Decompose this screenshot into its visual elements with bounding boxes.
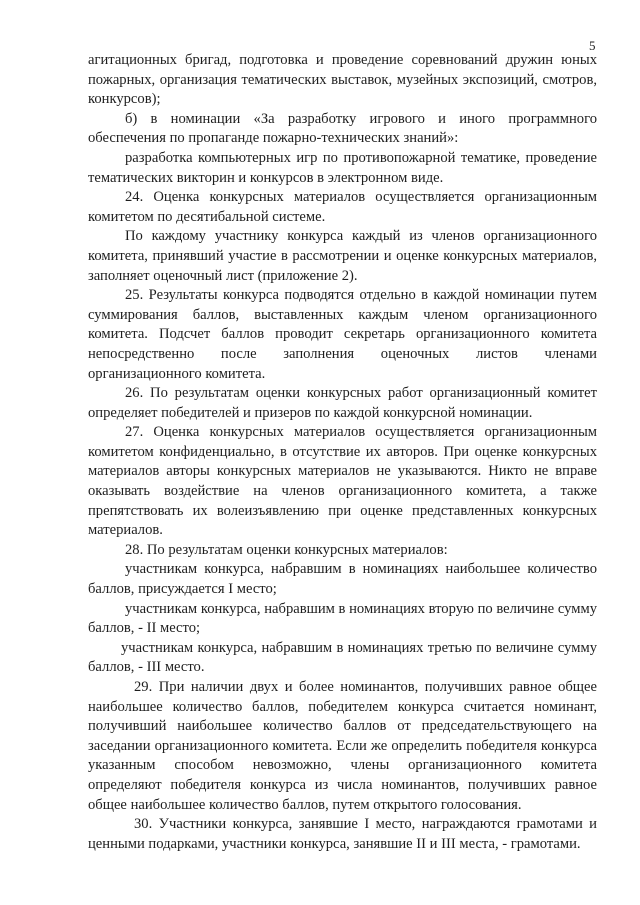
paragraph-9: 28. По результатам оценки конкурсных материалов: [125,541,448,558]
paragraph-14: 30. Участники конкурса, занявшие I место, награждаются грамотами и ценными подарками, участники конкурса, занявшие II и III места, - грамотами. [88,816,597,852]
paragraph-6: 25. Результаты конкурса подводятся отдельно в каждой номинации путем суммирования баллов, выставленных каждым членом организационного комитета. Подсчет баллов проводит секретарь организационного комитета непосредственно после заполнения оценочных листов членами организационного комитета. [88,287,597,382]
paragraph-5: По каждому участнику конкурса каждый из членов организационного комитета, принявший участие в рассмотрении и оценке конкурсных материалов, заполняет оценочный лист (приложение 2). [88,228,597,284]
paragraph-10: участникам конкурса, набравшим в номинациях наибольшее количество баллов, присуждается I место; [88,561,597,598]
paragraph-8: 27. Оценка конкурсных материалов осуществляется организационным комитетом конфиденциально, в отсутствие их авторов. При оценке конкурсных материалов авторы конкурсных материалов не указываются. Никто не вправе оказывать воздействие на членов организационного комитета, а также препятствовать их волеизъявлению при оценке представленных конкурсных материалов. [88,424,597,539]
paragraph-13: 29. При наличии двух и более номинантов, получивших равное общее наибольшее количество баллов, победителем конкурса считается номинант, получивший наибольшее количество баллов от председательствующего на заседании организационного комитета. Если же определить победителя конкурса указанным способом невозможно, члены организационного комитета определяют победителя конкурса из числа номинантов, получивших равное общее наибольшее количество баллов, путем открытого голосования. [88,679,597,813]
paragraph-4: 24. Оценка конкурсных материалов осуществляется организационным комитетом по десятибальной системе. [88,189,597,225]
paragraph-2: б) в номинации «За разработку игрового и иного программного обеспечения по пропаганде пожарно-технических знаний»: [88,110,597,147]
paragraph-11: участникам конкурса, набравшим в номинациях вторую по величине сумму баллов, - II место; [88,600,597,637]
paragraph-7: 26. По результатам оценки конкурсных работ организационный комитет определяет победителей и призеров по каждой конкурсной номинации. [88,385,597,421]
page-number: 5 [589,38,596,53]
paragraph-12: участникам конкурса, набравшим в номинациях третью по величине сумму баллов, - III место. [88,639,597,676]
paragraph-1: агитационных бригад, подготовка и проведение соревнований дружин юных пожарных, организация тематических выставок, музейных экспозиций, смотров, конкурсов); [88,52,597,108]
paragraph-3: разработка компьютерных игр по противопожарной тематике, проведение тематических викторин и конкурсов в электронном виде. [88,149,597,186]
document-body [88,51,597,854]
